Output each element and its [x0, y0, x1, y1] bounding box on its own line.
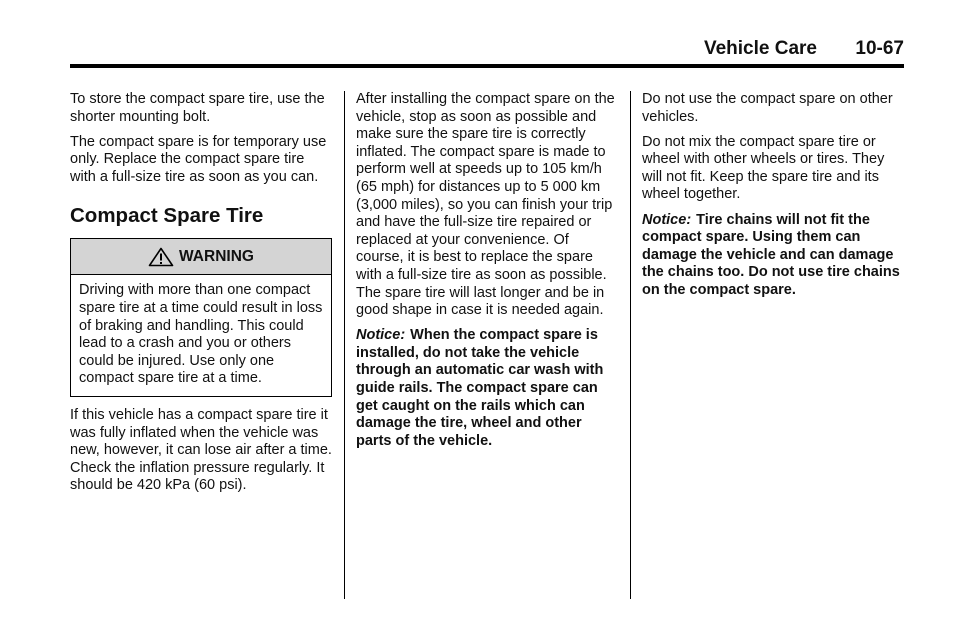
paragraph-temporary-use: The compact spare is for temporary use only. Replace the compact spare tire with a full-size tire as soon as you can.	[70, 133, 327, 185]
paragraph-inflation: If this vehicle has a compact spare tire it was fully inflated when the vehicle was new, however, it can lose air after a time. Check the inflation pressure regularly. It should be 420 kPa (60 psi).	[70, 407, 332, 494]
warning-triangle-icon	[148, 247, 174, 267]
column-divider-2	[630, 91, 631, 599]
paragraph-do-not-mix: Do not mix the compact spare tire or wheel with other wheels or tires. They will not fit. Keep the spare tire and its wheel together.	[642, 133, 885, 203]
notice-tire-chains	[642, 212, 904, 300]
column-2	[356, 91, 618, 458]
notice-text: When the compact spare is installed, do not take the vehicle through an automatic car wash with guide rails. The compact spare can get caught on the rails which can damage the tire, wheel and other parts of the vehicle.	[356, 327, 604, 449]
paragraph-other-vehicles: Do not use the compact spare on other vehicles.	[642, 91, 893, 125]
page-header	[70, 38, 904, 68]
section-title: Vehicle Care	[703, 38, 817, 59]
notice-label: Notice:	[356, 327, 406, 344]
column-1	[70, 91, 332, 503]
paragraph-store-spare: To store the compact spare tire, use the shorter mounting bolt.	[70, 91, 325, 125]
column-3	[642, 91, 904, 307]
section-heading: Compact Spare Tire	[70, 204, 264, 228]
notice-car-wash	[356, 327, 618, 450]
warning-box	[70, 238, 332, 397]
page-number: 10-67	[855, 38, 904, 59]
notice-text: Tire chains will not fit the compact spare. Using them can damage the vehicle and can damage the chains too. Do not use tire chains on the compact spare.	[642, 211, 900, 298]
notice-label: Notice:	[642, 211, 692, 228]
warning-label: WARNING	[179, 248, 254, 266]
warning-header	[71, 239, 331, 275]
warning-text: Driving with more than one compact spare tire at a time could result in loss of braking and handling. This could lead to a crash and you or others could be injured. Use only one compact spare tire at a time.	[79, 282, 323, 387]
column-divider-1	[344, 91, 345, 599]
paragraph-after-installing: After installing the compact spare on the vehicle, stop as soon as possible and make sure the spare tire is correctly inflated. The compact spare is made to perform well at speeds up to 105 km/h (65 mph) for distances up to 5 000 km (3,000 miles), so you can finish your trip and have the full-size tire repaired or replaced at your convenience. Of course, it is best to replace the spare with a full-size tire as soon as possible. The spare tire will last longer and be in good shape in case it is needed again.	[356, 91, 615, 319]
